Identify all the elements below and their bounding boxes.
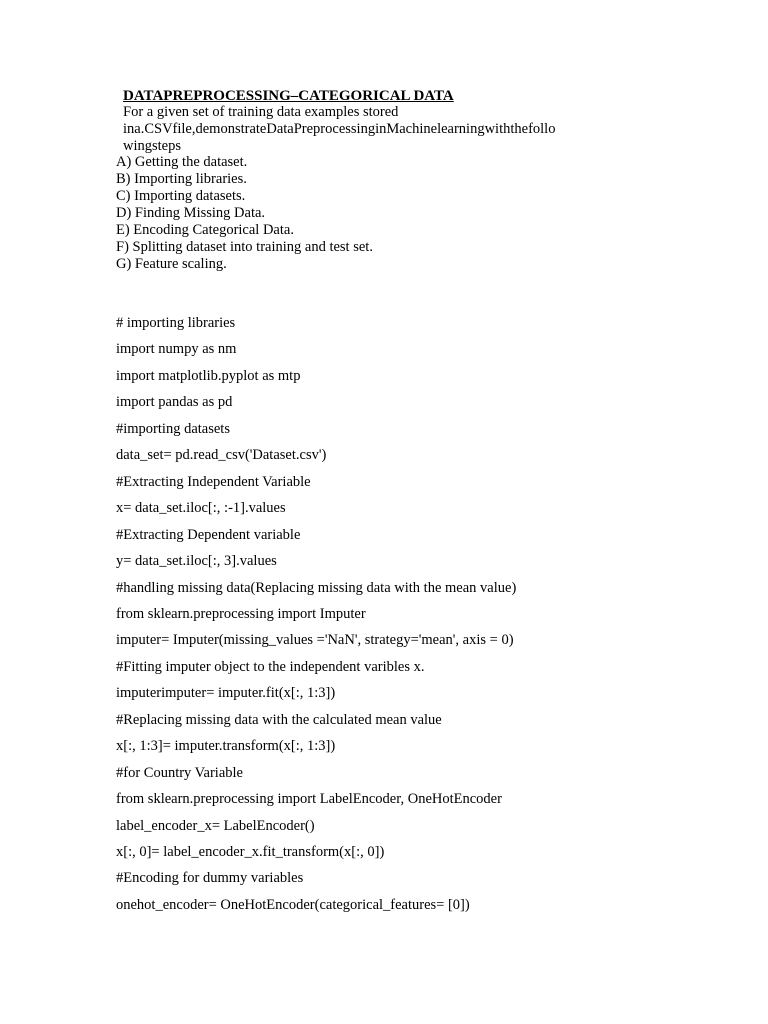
code-line: #handling missing data(Replacing missing data with the mean value) [116, 579, 517, 596]
intro-paragraph [123, 104, 593, 155]
code-line: y= data_set.iloc[:, 3].values [116, 553, 277, 569]
step-item: D) Finding Missing Data. [116, 205, 266, 221]
code-line: import matplotlib.pyplot as mtp [116, 367, 301, 384]
step-item: E) Encoding Categorical Data. [116, 222, 294, 238]
intro-line: wingsteps [123, 138, 181, 154]
code-line: #Extracting Dependent variable [116, 526, 301, 543]
code-line: #Extracting Independent Variable [116, 473, 311, 490]
code-line: import pandas as pd [116, 394, 233, 411]
code-line: x= data_set.iloc[:, :-1].values [116, 500, 286, 517]
steps-list [116, 154, 373, 273]
step-item: F) Splitting dataset into training and test set. [116, 239, 373, 255]
code-line: # importing libraries [116, 315, 236, 331]
code-line: label_encoder_x= LabelEncoder() [116, 817, 315, 834]
code-line: imputer= Imputer(missing_values ='NaN', strategy='mean', axis = 0) [116, 632, 514, 649]
code-line: x[:, 0]= label_encoder_x.fit_transform(x[:, 0]) [116, 844, 385, 860]
code-line: from sklearn.preprocessing import Imputer [116, 606, 366, 622]
intro-line: ina.CSVfile,demonstrateDataPreprocessinginMachinelearningwiththefollo [123, 121, 556, 137]
code-line: x[:, 1:3]= imputer.transform(x[:, 1:3]) [116, 738, 336, 755]
document-heading: DATAPREPROCESSING–CATEGORICAL DATA [123, 88, 454, 104]
code-line: #Fitting imputer object to the independent varibles x. [116, 658, 425, 675]
code-line: #Replacing missing data with the calculated mean value [116, 711, 442, 728]
code-line: data_set= pd.read_csv('Dataset.csv') [116, 447, 327, 464]
step-item: G) Feature scaling. [116, 256, 227, 272]
code-line: #importing datasets [116, 420, 230, 437]
code-line: onehot_encoder= OneHotEncoder(categorical_features= [0]) [116, 896, 470, 913]
intro-line: For a given set of training data examples stored [123, 104, 399, 120]
code-line: #Encoding for dummy variables [116, 870, 304, 887]
step-item: A) Getting the dataset. [116, 154, 248, 170]
code-line: from sklearn.preprocessing import LabelEncoder, OneHotEncoder [116, 791, 502, 808]
step-item: C) Importing datasets. [116, 188, 246, 204]
code-line: #for Country Variable [116, 764, 243, 781]
code-line: imputerimputer= imputer.fit(x[:, 1:3]) [116, 685, 336, 702]
code-line: import numpy as nm [116, 341, 237, 358]
step-item: B) Importing libraries. [116, 171, 247, 187]
